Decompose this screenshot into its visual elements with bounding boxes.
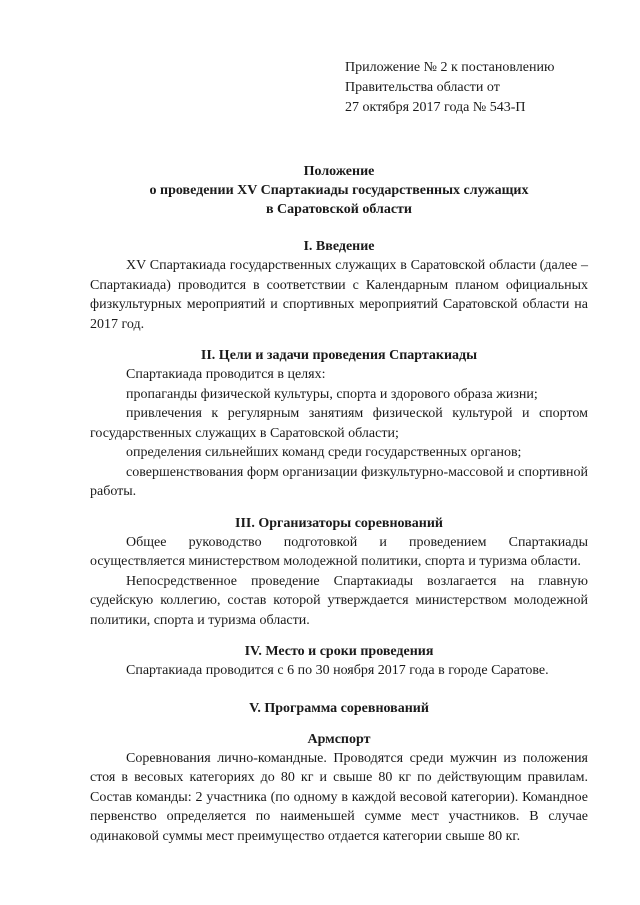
section-heading-introduction: I. Введение	[303, 239, 375, 254]
appendix-line: 27 октября 2017 года № 543-П	[345, 100, 526, 115]
section-heading-place-dates: IV. Место и сроки проведения	[244, 644, 434, 659]
appendix-line: Приложение № 2 к постановлению	[345, 60, 555, 75]
title-line: о проведении XV Спартакиады государственных служащих	[149, 183, 529, 198]
paragraph: Спартакиада проводится в целях:	[126, 367, 326, 382]
paragraph: XV Спартакиада государственных служащих в Саратовской области (далее – Спартакиада) проводится в соответствии с Календарным планом официальных физкультурных мероприятий и спортивных мероприятий Саратовской области на 2017 год.	[90, 258, 588, 332]
document-body	[90, 162, 588, 846]
section-heading-goals: II. Цели и задачи проведения Спартакиады	[200, 348, 478, 363]
title-line: в Саратовской области	[266, 202, 412, 217]
title-line: Положение	[303, 164, 375, 179]
paragraph: Спартакиада проводится с 6 по 30 ноября 2017 года в городе Саратове.	[126, 663, 549, 678]
paragraph: привлечения к регулярным занятиям физической культурой и спортом государственных служащих в Саратовской области;	[90, 406, 588, 441]
appendix-note	[345, 58, 625, 118]
paragraph: совершенствования форм организации физкультурно-массовой и спортивной работы.	[90, 464, 588, 499]
paragraph: Непосредственное проведение Спартакиады возлагается на главную судейскую коллегию, состав которой утверждается министерством молодежной политики, спорта и туризма области.	[90, 573, 588, 628]
subsection-heading-armsport: Армспорт	[307, 731, 371, 747]
section-heading-organizers: III. Организаторы соревнований	[235, 515, 443, 531]
paragraph: Соревнования лично-командные. Проводятся среди мужчин из положения стоя в весовых категориях до 80 кг и свыше 80 кг по действующим правилам. Состав команды: 2 участника (по одному в каждой весовой категории). Командное первенство определяется по наименьшей сумме мест участников. В случае одинаковой суммы мест преимущество отдается категории свыше 80 кг.	[90, 750, 588, 844]
paragraph: пропаганды физической культуры, спорта и здорового образа жизни;	[126, 386, 538, 402]
section-heading-program: V. Программа соревнований	[249, 700, 429, 716]
appendix-line: Правительства области от	[345, 80, 500, 95]
paragraph: Общее руководство подготовкой и проведением Спартакиады осуществляется министерством молодежной политики, спорта и туризма области.	[90, 534, 588, 569]
paragraph: определения сильнейших команд среди государственных органов;	[126, 445, 522, 460]
document-title	[90, 162, 588, 219]
